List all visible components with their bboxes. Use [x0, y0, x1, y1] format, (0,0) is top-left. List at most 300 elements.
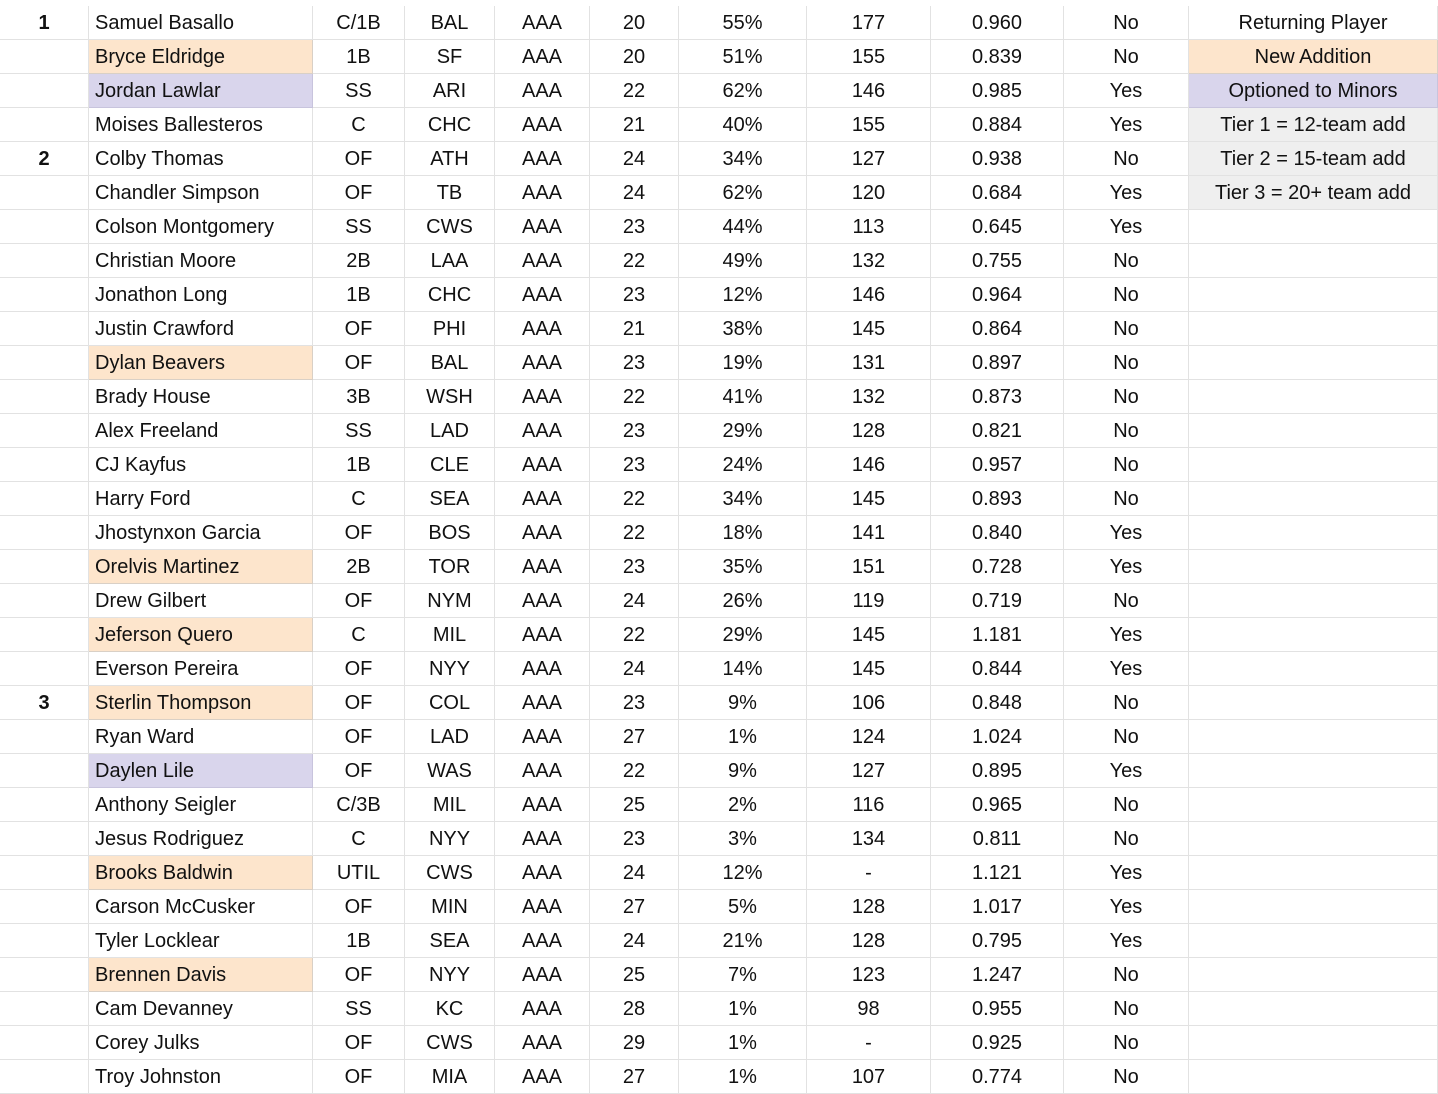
legend-cell[interactable]: [1189, 618, 1438, 652]
position-cell[interactable]: OF: [313, 958, 405, 992]
flag-cell[interactable]: Yes: [1064, 516, 1189, 550]
flag-cell[interactable]: Yes: [1064, 550, 1189, 584]
team-cell[interactable]: ATH: [405, 142, 495, 176]
level-cell[interactable]: AAA: [495, 584, 590, 618]
team-cell[interactable]: ARI: [405, 74, 495, 108]
flag-cell[interactable]: Yes: [1064, 74, 1189, 108]
position-cell[interactable]: OF: [313, 142, 405, 176]
score-cell[interactable]: 128: [807, 414, 931, 448]
level-cell[interactable]: AAA: [495, 754, 590, 788]
team-cell[interactable]: SEA: [405, 924, 495, 958]
percent-cell[interactable]: 26%: [679, 584, 807, 618]
ops-cell[interactable]: 0.965: [931, 788, 1064, 822]
team-cell[interactable]: SEA: [405, 482, 495, 516]
position-cell[interactable]: OF: [313, 754, 405, 788]
level-cell[interactable]: AAA: [495, 720, 590, 754]
position-cell[interactable]: C: [313, 482, 405, 516]
score-cell[interactable]: 146: [807, 278, 931, 312]
score-cell[interactable]: 132: [807, 380, 931, 414]
legend-cell[interactable]: [1189, 924, 1438, 958]
percent-cell[interactable]: 18%: [679, 516, 807, 550]
ops-cell[interactable]: 0.840: [931, 516, 1064, 550]
position-cell[interactable]: OF: [313, 312, 405, 346]
flag-cell[interactable]: No: [1064, 346, 1189, 380]
team-cell[interactable]: LAA: [405, 244, 495, 278]
position-cell[interactable]: SS: [313, 210, 405, 244]
legend-cell[interactable]: [1189, 1026, 1438, 1060]
tier-cell[interactable]: [0, 754, 89, 788]
position-cell[interactable]: 1B: [313, 448, 405, 482]
percent-cell[interactable]: 21%: [679, 924, 807, 958]
age-cell[interactable]: 21: [590, 312, 679, 346]
team-cell[interactable]: NYY: [405, 822, 495, 856]
flag-cell[interactable]: No: [1064, 448, 1189, 482]
tier-cell[interactable]: [0, 482, 89, 516]
team-cell[interactable]: LAD: [405, 720, 495, 754]
score-cell[interactable]: 116: [807, 788, 931, 822]
level-cell[interactable]: AAA: [495, 380, 590, 414]
player-name-cell[interactable]: Bryce Eldridge: [89, 40, 313, 74]
age-cell[interactable]: 22: [590, 244, 679, 278]
score-cell[interactable]: 127: [807, 754, 931, 788]
player-name-cell[interactable]: Colby Thomas: [89, 142, 313, 176]
position-cell[interactable]: SS: [313, 992, 405, 1026]
percent-cell[interactable]: 9%: [679, 686, 807, 720]
team-cell[interactable]: NYY: [405, 652, 495, 686]
level-cell[interactable]: AAA: [495, 550, 590, 584]
flag-cell[interactable]: No: [1064, 584, 1189, 618]
age-cell[interactable]: 25: [590, 788, 679, 822]
legend-cell[interactable]: [1189, 822, 1438, 856]
score-cell[interactable]: 145: [807, 618, 931, 652]
position-cell[interactable]: OF: [313, 890, 405, 924]
flag-cell[interactable]: No: [1064, 40, 1189, 74]
team-cell[interactable]: TB: [405, 176, 495, 210]
flag-cell[interactable]: No: [1064, 142, 1189, 176]
age-cell[interactable]: 23: [590, 414, 679, 448]
percent-cell[interactable]: 44%: [679, 210, 807, 244]
ops-cell[interactable]: 0.938: [931, 142, 1064, 176]
player-name-cell[interactable]: Jonathon Long: [89, 278, 313, 312]
level-cell[interactable]: AAA: [495, 1026, 590, 1060]
age-cell[interactable]: 22: [590, 618, 679, 652]
flag-cell[interactable]: Yes: [1064, 924, 1189, 958]
player-name-cell[interactable]: Daylen Lile: [89, 754, 313, 788]
level-cell[interactable]: AAA: [495, 108, 590, 142]
score-cell[interactable]: 177: [807, 6, 931, 40]
tier-cell[interactable]: [0, 652, 89, 686]
player-name-cell[interactable]: Jesus Rodriguez: [89, 822, 313, 856]
percent-cell[interactable]: 12%: [679, 856, 807, 890]
score-cell[interactable]: 106: [807, 686, 931, 720]
ops-cell[interactable]: 0.755: [931, 244, 1064, 278]
level-cell[interactable]: AAA: [495, 448, 590, 482]
ops-cell[interactable]: 0.839: [931, 40, 1064, 74]
age-cell[interactable]: 27: [590, 890, 679, 924]
team-cell[interactable]: MIL: [405, 788, 495, 822]
level-cell[interactable]: AAA: [495, 176, 590, 210]
legend-cell[interactable]: [1189, 414, 1438, 448]
level-cell[interactable]: AAA: [495, 74, 590, 108]
age-cell[interactable]: 24: [590, 176, 679, 210]
age-cell[interactable]: 24: [590, 142, 679, 176]
flag-cell[interactable]: No: [1064, 720, 1189, 754]
score-cell[interactable]: 113: [807, 210, 931, 244]
tier-cell[interactable]: [0, 1026, 89, 1060]
tier-cell[interactable]: [0, 618, 89, 652]
score-cell[interactable]: 107: [807, 1060, 931, 1094]
age-cell[interactable]: 27: [590, 1060, 679, 1094]
legend-cell[interactable]: [1189, 210, 1438, 244]
player-name-cell[interactable]: Drew Gilbert: [89, 584, 313, 618]
tier-cell[interactable]: [0, 244, 89, 278]
position-cell[interactable]: UTIL: [313, 856, 405, 890]
team-cell[interactable]: LAD: [405, 414, 495, 448]
percent-cell[interactable]: 7%: [679, 958, 807, 992]
position-cell[interactable]: C/3B: [313, 788, 405, 822]
player-name-cell[interactable]: Moises Ballesteros: [89, 108, 313, 142]
level-cell[interactable]: AAA: [495, 992, 590, 1026]
ops-cell[interactable]: 1.181: [931, 618, 1064, 652]
age-cell[interactable]: 22: [590, 516, 679, 550]
player-name-cell[interactable]: Ryan Ward: [89, 720, 313, 754]
flag-cell[interactable]: No: [1064, 482, 1189, 516]
age-cell[interactable]: 20: [590, 40, 679, 74]
tier-cell[interactable]: [0, 550, 89, 584]
level-cell[interactable]: AAA: [495, 210, 590, 244]
ops-cell[interactable]: 0.719: [931, 584, 1064, 618]
player-name-cell[interactable]: Sterlin Thompson: [89, 686, 313, 720]
tier-cell[interactable]: [0, 584, 89, 618]
legend-cell[interactable]: Tier 2 = 15-team add: [1189, 142, 1438, 176]
score-cell[interactable]: 120: [807, 176, 931, 210]
level-cell[interactable]: AAA: [495, 482, 590, 516]
legend-cell[interactable]: New Addition: [1189, 40, 1438, 74]
level-cell[interactable]: AAA: [495, 958, 590, 992]
player-name-cell[interactable]: Jordan Lawlar: [89, 74, 313, 108]
age-cell[interactable]: 23: [590, 448, 679, 482]
age-cell[interactable]: 27: [590, 720, 679, 754]
percent-cell[interactable]: 35%: [679, 550, 807, 584]
position-cell[interactable]: OF: [313, 176, 405, 210]
team-cell[interactable]: COL: [405, 686, 495, 720]
legend-cell[interactable]: [1189, 1060, 1438, 1094]
legend-cell[interactable]: [1189, 516, 1438, 550]
age-cell[interactable]: 23: [590, 346, 679, 380]
ops-cell[interactable]: 0.955: [931, 992, 1064, 1026]
percent-cell[interactable]: 19%: [679, 346, 807, 380]
tier-cell[interactable]: [0, 788, 89, 822]
percent-cell[interactable]: 29%: [679, 414, 807, 448]
player-name-cell[interactable]: Everson Pereira: [89, 652, 313, 686]
legend-cell[interactable]: Tier 3 = 20+ team add: [1189, 176, 1438, 210]
score-cell[interactable]: 131: [807, 346, 931, 380]
legend-cell[interactable]: [1189, 754, 1438, 788]
percent-cell[interactable]: 12%: [679, 278, 807, 312]
team-cell[interactable]: MIL: [405, 618, 495, 652]
position-cell[interactable]: SS: [313, 74, 405, 108]
percent-cell[interactable]: 3%: [679, 822, 807, 856]
tier-cell[interactable]: [0, 516, 89, 550]
age-cell[interactable]: 24: [590, 924, 679, 958]
ops-cell[interactable]: 0.821: [931, 414, 1064, 448]
tier-cell[interactable]: [0, 822, 89, 856]
team-cell[interactable]: BOS: [405, 516, 495, 550]
team-cell[interactable]: BAL: [405, 6, 495, 40]
team-cell[interactable]: SF: [405, 40, 495, 74]
legend-cell[interactable]: [1189, 788, 1438, 822]
legend-cell[interactable]: [1189, 890, 1438, 924]
position-cell[interactable]: C: [313, 108, 405, 142]
level-cell[interactable]: AAA: [495, 618, 590, 652]
flag-cell[interactable]: No: [1064, 312, 1189, 346]
flag-cell[interactable]: No: [1064, 992, 1189, 1026]
team-cell[interactable]: TOR: [405, 550, 495, 584]
player-name-cell[interactable]: CJ Kayfus: [89, 448, 313, 482]
ops-cell[interactable]: 0.684: [931, 176, 1064, 210]
level-cell[interactable]: AAA: [495, 516, 590, 550]
score-cell[interactable]: 155: [807, 108, 931, 142]
player-name-cell[interactable]: Orelvis Martinez: [89, 550, 313, 584]
legend-cell[interactable]: [1189, 856, 1438, 890]
legend-cell[interactable]: [1189, 244, 1438, 278]
team-cell[interactable]: CWS: [405, 210, 495, 244]
tier-cell[interactable]: [0, 346, 89, 380]
legend-cell[interactable]: Returning Player: [1189, 6, 1438, 40]
score-cell[interactable]: 145: [807, 652, 931, 686]
legend-cell[interactable]: [1189, 686, 1438, 720]
position-cell[interactable]: OF: [313, 584, 405, 618]
percent-cell[interactable]: 49%: [679, 244, 807, 278]
level-cell[interactable]: AAA: [495, 1060, 590, 1094]
age-cell[interactable]: 23: [590, 278, 679, 312]
age-cell[interactable]: 25: [590, 958, 679, 992]
ops-cell[interactable]: 0.864: [931, 312, 1064, 346]
player-name-cell[interactable]: Samuel Basallo: [89, 6, 313, 40]
team-cell[interactable]: PHI: [405, 312, 495, 346]
score-cell[interactable]: 128: [807, 890, 931, 924]
level-cell[interactable]: AAA: [495, 40, 590, 74]
ops-cell[interactable]: 1.024: [931, 720, 1064, 754]
level-cell[interactable]: AAA: [495, 788, 590, 822]
player-name-cell[interactable]: Dylan Beavers: [89, 346, 313, 380]
ops-cell[interactable]: 0.774: [931, 1060, 1064, 1094]
percent-cell[interactable]: 55%: [679, 6, 807, 40]
flag-cell[interactable]: No: [1064, 414, 1189, 448]
score-cell[interactable]: 123: [807, 958, 931, 992]
tier-cell[interactable]: [0, 720, 89, 754]
age-cell[interactable]: 20: [590, 6, 679, 40]
tier-cell[interactable]: [0, 108, 89, 142]
ops-cell[interactable]: 0.848: [931, 686, 1064, 720]
position-cell[interactable]: OF: [313, 652, 405, 686]
team-cell[interactable]: NYM: [405, 584, 495, 618]
percent-cell[interactable]: 62%: [679, 74, 807, 108]
legend-cell[interactable]: [1189, 312, 1438, 346]
tier-cell[interactable]: [0, 448, 89, 482]
player-name-cell[interactable]: Carson McCusker: [89, 890, 313, 924]
flag-cell[interactable]: Yes: [1064, 652, 1189, 686]
ops-cell[interactable]: 0.645: [931, 210, 1064, 244]
legend-cell[interactable]: [1189, 720, 1438, 754]
flag-cell[interactable]: Yes: [1064, 176, 1189, 210]
ops-cell[interactable]: 1.247: [931, 958, 1064, 992]
player-name-cell[interactable]: Anthony Seigler: [89, 788, 313, 822]
team-cell[interactable]: NYY: [405, 958, 495, 992]
ops-cell[interactable]: 0.844: [931, 652, 1064, 686]
player-name-cell[interactable]: Justin Crawford: [89, 312, 313, 346]
age-cell[interactable]: 23: [590, 550, 679, 584]
flag-cell[interactable]: No: [1064, 788, 1189, 822]
legend-cell[interactable]: Optioned to Minors: [1189, 74, 1438, 108]
team-cell[interactable]: KC: [405, 992, 495, 1026]
percent-cell[interactable]: 9%: [679, 754, 807, 788]
percent-cell[interactable]: 34%: [679, 142, 807, 176]
team-cell[interactable]: WSH: [405, 380, 495, 414]
flag-cell[interactable]: Yes: [1064, 754, 1189, 788]
percent-cell[interactable]: 2%: [679, 788, 807, 822]
tier-cell[interactable]: [0, 414, 89, 448]
score-cell[interactable]: 146: [807, 74, 931, 108]
flag-cell[interactable]: Yes: [1064, 856, 1189, 890]
age-cell[interactable]: 23: [590, 210, 679, 244]
score-cell[interactable]: -: [807, 1026, 931, 1060]
level-cell[interactable]: AAA: [495, 244, 590, 278]
score-cell[interactable]: 98: [807, 992, 931, 1026]
player-name-cell[interactable]: Tyler Locklear: [89, 924, 313, 958]
score-cell[interactable]: -: [807, 856, 931, 890]
position-cell[interactable]: 1B: [313, 40, 405, 74]
team-cell[interactable]: CHC: [405, 108, 495, 142]
legend-cell[interactable]: [1189, 346, 1438, 380]
age-cell[interactable]: 29: [590, 1026, 679, 1060]
legend-cell[interactable]: [1189, 482, 1438, 516]
percent-cell[interactable]: 41%: [679, 380, 807, 414]
ops-cell[interactable]: 0.795: [931, 924, 1064, 958]
team-cell[interactable]: BAL: [405, 346, 495, 380]
player-name-cell[interactable]: Chandler Simpson: [89, 176, 313, 210]
flag-cell[interactable]: Yes: [1064, 618, 1189, 652]
age-cell[interactable]: 22: [590, 74, 679, 108]
age-cell[interactable]: 28: [590, 992, 679, 1026]
position-cell[interactable]: 1B: [313, 278, 405, 312]
legend-cell[interactable]: [1189, 380, 1438, 414]
level-cell[interactable]: AAA: [495, 924, 590, 958]
tier-cell[interactable]: [0, 312, 89, 346]
tier-cell[interactable]: 3: [0, 686, 89, 720]
legend-cell[interactable]: [1189, 958, 1438, 992]
level-cell[interactable]: AAA: [495, 6, 590, 40]
score-cell[interactable]: 146: [807, 448, 931, 482]
flag-cell[interactable]: No: [1064, 380, 1189, 414]
tier-cell[interactable]: [0, 74, 89, 108]
score-cell[interactable]: 151: [807, 550, 931, 584]
player-name-cell[interactable]: Brady House: [89, 380, 313, 414]
position-cell[interactable]: 2B: [313, 244, 405, 278]
flag-cell[interactable]: Yes: [1064, 890, 1189, 924]
percent-cell[interactable]: 1%: [679, 1060, 807, 1094]
percent-cell[interactable]: 38%: [679, 312, 807, 346]
score-cell[interactable]: 127: [807, 142, 931, 176]
level-cell[interactable]: AAA: [495, 278, 590, 312]
player-name-cell[interactable]: Cam Devanney: [89, 992, 313, 1026]
tier-cell[interactable]: [0, 40, 89, 74]
position-cell[interactable]: OF: [313, 1060, 405, 1094]
ops-cell[interactable]: 0.728: [931, 550, 1064, 584]
player-name-cell[interactable]: Jhostynxon Garcia: [89, 516, 313, 550]
tier-cell[interactable]: [0, 992, 89, 1026]
legend-cell[interactable]: [1189, 550, 1438, 584]
flag-cell[interactable]: No: [1064, 1060, 1189, 1094]
team-cell[interactable]: CHC: [405, 278, 495, 312]
age-cell[interactable]: 22: [590, 754, 679, 788]
percent-cell[interactable]: 34%: [679, 482, 807, 516]
player-name-cell[interactable]: Jeferson Quero: [89, 618, 313, 652]
team-cell[interactable]: CWS: [405, 856, 495, 890]
ops-cell[interactable]: 0.873: [931, 380, 1064, 414]
level-cell[interactable]: AAA: [495, 312, 590, 346]
ops-cell[interactable]: 1.017: [931, 890, 1064, 924]
position-cell[interactable]: OF: [313, 1026, 405, 1060]
player-name-cell[interactable]: Christian Moore: [89, 244, 313, 278]
position-cell[interactable]: OF: [313, 686, 405, 720]
team-cell[interactable]: MIA: [405, 1060, 495, 1094]
score-cell[interactable]: 145: [807, 312, 931, 346]
percent-cell[interactable]: 1%: [679, 720, 807, 754]
flag-cell[interactable]: No: [1064, 686, 1189, 720]
flag-cell[interactable]: No: [1064, 6, 1189, 40]
score-cell[interactable]: 141: [807, 516, 931, 550]
legend-cell[interactable]: [1189, 584, 1438, 618]
level-cell[interactable]: AAA: [495, 414, 590, 448]
flag-cell[interactable]: No: [1064, 822, 1189, 856]
ops-cell[interactable]: 0.811: [931, 822, 1064, 856]
ops-cell[interactable]: 0.985: [931, 74, 1064, 108]
legend-cell[interactable]: Tier 1 = 12-team add: [1189, 108, 1438, 142]
tier-cell[interactable]: [0, 380, 89, 414]
ops-cell[interactable]: 0.964: [931, 278, 1064, 312]
age-cell[interactable]: 23: [590, 822, 679, 856]
legend-cell[interactable]: [1189, 278, 1438, 312]
tier-cell[interactable]: 2: [0, 142, 89, 176]
score-cell[interactable]: 124: [807, 720, 931, 754]
flag-cell[interactable]: No: [1064, 1026, 1189, 1060]
player-name-cell[interactable]: Troy Johnston: [89, 1060, 313, 1094]
ops-cell[interactable]: 0.884: [931, 108, 1064, 142]
player-name-cell[interactable]: Colson Montgomery: [89, 210, 313, 244]
tier-cell[interactable]: 1: [0, 6, 89, 40]
flag-cell[interactable]: No: [1064, 278, 1189, 312]
percent-cell[interactable]: 1%: [679, 1026, 807, 1060]
team-cell[interactable]: CWS: [405, 1026, 495, 1060]
ops-cell[interactable]: 1.121: [931, 856, 1064, 890]
age-cell[interactable]: 24: [590, 652, 679, 686]
position-cell[interactable]: 2B: [313, 550, 405, 584]
tier-cell[interactable]: [0, 924, 89, 958]
team-cell[interactable]: CLE: [405, 448, 495, 482]
ops-cell[interactable]: 0.925: [931, 1026, 1064, 1060]
level-cell[interactable]: AAA: [495, 822, 590, 856]
position-cell[interactable]: 1B: [313, 924, 405, 958]
age-cell[interactable]: 22: [590, 380, 679, 414]
flag-cell[interactable]: Yes: [1064, 108, 1189, 142]
score-cell[interactable]: 132: [807, 244, 931, 278]
percent-cell[interactable]: 40%: [679, 108, 807, 142]
position-cell[interactable]: OF: [313, 516, 405, 550]
ops-cell[interactable]: 0.893: [931, 482, 1064, 516]
score-cell[interactable]: 128: [807, 924, 931, 958]
age-cell[interactable]: 21: [590, 108, 679, 142]
